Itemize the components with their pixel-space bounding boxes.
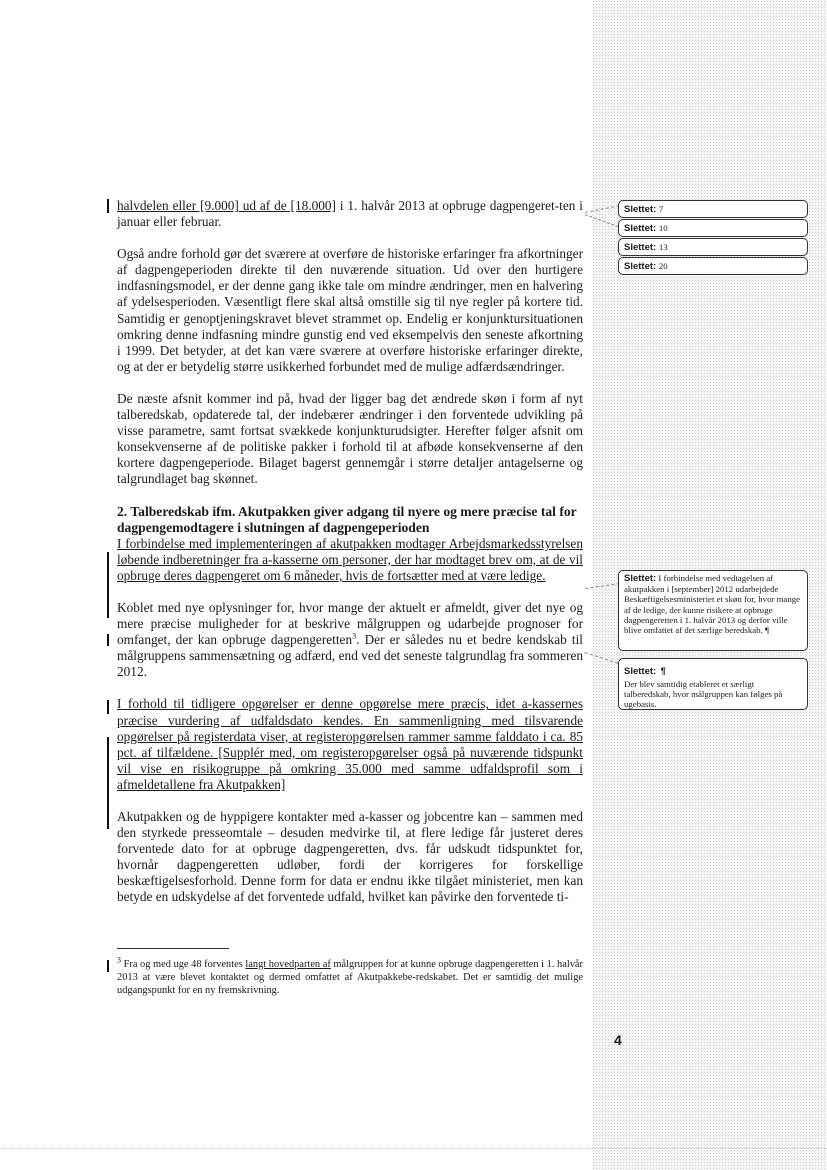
footnote-separator: [117, 948, 229, 949]
paragraph: halvdelen eller [9.000] ud af de [18.000] i 1. halvår 2013 at opbruge dagpengeret-ten i januar eller februar.: [117, 198, 583, 230]
deletion-comment[interactable]: Slettet: I forbindelse med vedtagelsen af akutpakken i [september] 2012 udarbejdede Beskæftigelsesministeriet et skøn for, hvor mange af de ledige, der kunne risikere at opbruge dagpengeretten i 1. halvår 2013 og derfor ville blive omfattet af det særlige beredskab. ¶: [618, 570, 808, 651]
footnote: $^3$ Fra og med uge 48 forventes langt hovedparten af målgruppen for at kunne opbruge dagpengeretten i 1. halvår 2013 at være blevet kontaktet og dermed omfattet af Akutpakkebe-redskabet. Det er samtidig det mulige udgangspunkt for en ny fremskrivning.: [117, 955, 583, 997]
page-bottom-divider: [0, 1148, 827, 1149]
inserted-paragraph: I forhold til tidligere opgørelser er denne opgørelse mere præcis, idet a-kassernes præcise vurdering af udfaldsdato kendes. En sammenligning med tilsvarende opgørelser på registerdata viser, at registeropgørelsen rammer samme falddato i ca. 85 pct. af tilfældene. [Supplér med, om registeropgørelser også på nuværende tidspunkt vil vise en risikogruppe på omkring 35.000 med samme udfaldsprofil som i afmeldetallene fra Akutpakken]: [117, 696, 583, 792]
change-bar: [107, 634, 109, 646]
section-heading: 2. Talberedskab ifm. Akutpakken giver adgang til nyere og mere præcise tal for dagpengemodtagere i slutningen af dagpengeperioden: [117, 503, 577, 535]
inserted-text: halvdelen eller [9.000] ud af de [18.000]: [117, 198, 336, 213]
change-bar: [107, 960, 109, 972]
inserted-paragraph: I forbindelse med implementeringen af akutpakken modtager Arbejdsmarkedsstyrelsen løbende indberetninger fra a-kasserne om personer, der har modtaget brev om, at de vil opbruge deres dagpengeret om 6 måneder, hvis de fortsætter med at være ledige.: [117, 535, 583, 583]
document-body: [117, 198, 583, 906]
inserted-text: langt hovedparten af: [245, 959, 331, 970]
change-bar: [107, 737, 109, 829]
deletion-comment[interactable]: Slettet: ¶ Der blev samtidig etableret et særligt talberedskab, hvor målgruppen kan følges på ugebasis.: [618, 658, 808, 710]
footnote-ref[interactable]: 3: [352, 631, 357, 641]
change-bar: [107, 199, 109, 213]
deletion-comment[interactable]: Slettet: 7: [618, 200, 808, 218]
change-bar: [107, 552, 109, 618]
page-number: 4: [614, 1032, 622, 1048]
paragraph: Akutpakken og de hyppigere kontakter med a-kasser og jobcentre kan – sammen med den styrkede presseomtale – desuden medvirke til, at flere ledige får justeret deres forventede dato for at opbruge dagpengeretten, dvs. får udskudt tidspunktet for, hvornår dagpengeretten udløber, fordi der korrigeres for forskellige beskæftigelsesforhold. Denne form for data er endnu ikke tilgået ministeriet, men kan betyde en udskydelse af det forventede udfald, hvilket kan påvirke den forventede ti-: [117, 809, 583, 905]
paragraph: De næste afsnit kommer ind på, hvad der ligger bag det ændrede skøn i form af nyt talberedskab, opdaterede tal, der indebærer ændringer i den forventede udvikling på visse parametre, samt fortsat svækkede konjunkturudsigter. Herefter følger afsnit om konsekvenserne af de politiske pakker i forhold til at afbøde konsekvenserne af den kortere dagpengeperiode. Bilaget bagerst gennemgår i større detaljer antagelserne og talgrundlaget bag skønnet.: [117, 390, 583, 487]
paragraph: Også andre forhold gør det sværere at overføre de historiske erfaringer fra afkortninger af dagpengeperioden direkte til den nuværende situation. Ud over den hurtigere indfasningsmodel, er der denne gang ikke tale om mindre ændringer, men en halvering af ydelsesperioden. Væsentligt flere skal altså omstille sig til nye regler på kortere tid. Samtidig er genoptjeningskravet blevet strammet op. Endelig er konjunktursituationen omkring denne indfasning mindre gunstig end ved eksempelvis den seneste afkortning i 1999. Det betyder, at det kan være sværere at overføre historiske erfaringer direkte, og at der er betydelig større usikkerhed forbundet med de mulige adfærdsændringer.: [117, 246, 583, 374]
deletion-comment[interactable]: Slettet: 20: [618, 257, 808, 275]
deletion-comment[interactable]: Slettet: 13: [618, 238, 808, 256]
deletion-comment[interactable]: Slettet: 10: [618, 219, 808, 237]
paragraph: Koblet med nye oplysninger for, hvor mange der aktuelt er afmeldt, giver det nye og mere præcise muligheder for at beskrive målgruppen og udarbejde prognoser for omfanget, der kan opbruge dagpengeretten$^3$. Der er således nu et bedre kendskab til målgruppens sammensætning og adfærd, end ved det seneste talgrundlag fra sommeren 2012.: [117, 599, 583, 680]
change-bar: [107, 700, 109, 714]
